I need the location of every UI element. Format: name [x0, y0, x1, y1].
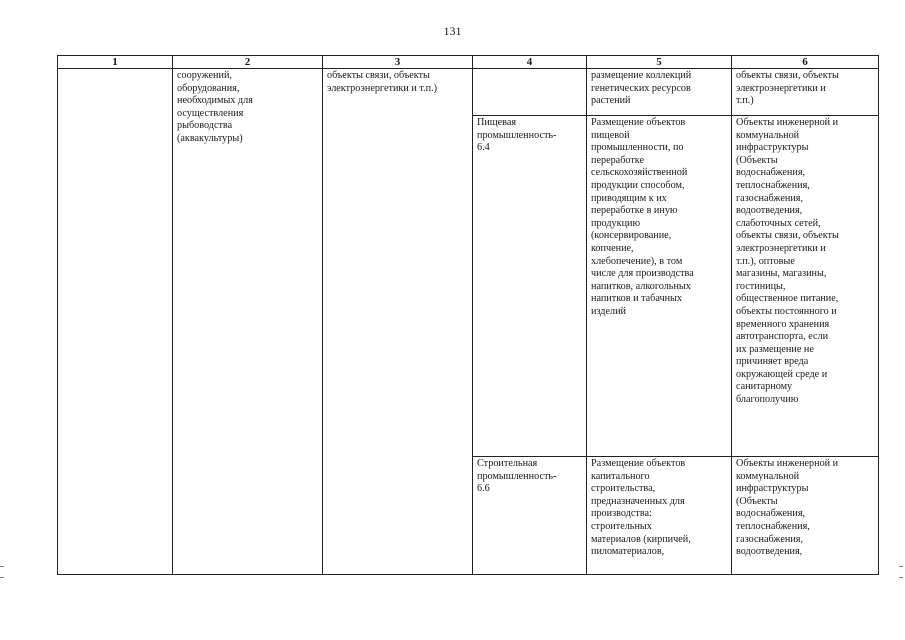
column-header-2: 2	[173, 56, 323, 69]
column-header-3: 3	[323, 56, 473, 69]
right-edge-mark	[899, 566, 903, 578]
table-row	[58, 69, 879, 116]
table-cell-col4	[473, 116, 587, 457]
cell-text: Размещение объектов капитального строительства, предназначенных для производства: строительных материалов (кирпичей, пиломатериалов,	[591, 458, 691, 558]
table-cell-col1	[58, 69, 173, 575]
table-cell-col4	[473, 69, 587, 116]
column-header-5: 5	[587, 56, 732, 69]
table-cell-col6	[732, 116, 879, 457]
column-header-1: 1	[58, 56, 173, 69]
left-edge-mark	[0, 566, 4, 578]
cell-text: размещение коллекций генетических ресурсов растений	[591, 70, 692, 107]
table-cell-col5	[587, 116, 732, 457]
cell-text: сооружений, оборудования, необходимых для осуществления рыбоводства (аквакультуры)	[177, 70, 253, 144]
cell-text: Объекты инженерной и коммунальной инфраструктуры (Объекты водоснабжения, теплоснабжения, газоснабжения, водоотведения,	[736, 458, 839, 558]
cell-text: Объекты инженерной и коммунальной инфраструктуры (Объекты водоснабжения, теплоснабжения, газоснабжения, водоотведения, слаботочных сетей, объекты связи, объекты электроэнергетики и т.п.), оптовые магазины, магазины, гостиницы, общественное питание, объекты постоянного и временного хранения автотранспорта, если их размещение не причиняет вреда окружающей среде и санитарному благополучию	[736, 117, 839, 406]
column-header-4: 4	[473, 56, 587, 69]
table-cell-col4	[473, 457, 587, 575]
cell-text: объекты связи, объекты электроэнергетики и т.п.)	[736, 70, 839, 107]
table-cell-col6	[732, 457, 879, 575]
regulation-table	[57, 55, 879, 575]
cell-text: объекты связи, объекты электроэнергетики и т.п.)	[327, 70, 437, 94]
table-cell-col5	[587, 69, 732, 116]
cell-text: Размещение объектов пищевой промышленности, по переработке сельскохозяйственной продукции способом, приводящим к их переработке в иную продукцию (консервирование, копчение, хлебопечение), в том числе для производства напитков, алкогольных напитков и табачных изделий	[591, 117, 694, 317]
table-cell-col6	[732, 69, 879, 116]
table-cell-col2	[173, 69, 323, 575]
cell-text: Строительная промышленность- 6.6	[477, 458, 557, 495]
cell-text: Пищевая промышленность- 6.4	[477, 117, 557, 154]
table-cell-col3	[323, 69, 473, 575]
header-row	[58, 56, 879, 69]
table-cell-col5	[587, 457, 732, 575]
page-number: 131	[443, 24, 462, 38]
column-header-6: 6	[732, 56, 879, 69]
